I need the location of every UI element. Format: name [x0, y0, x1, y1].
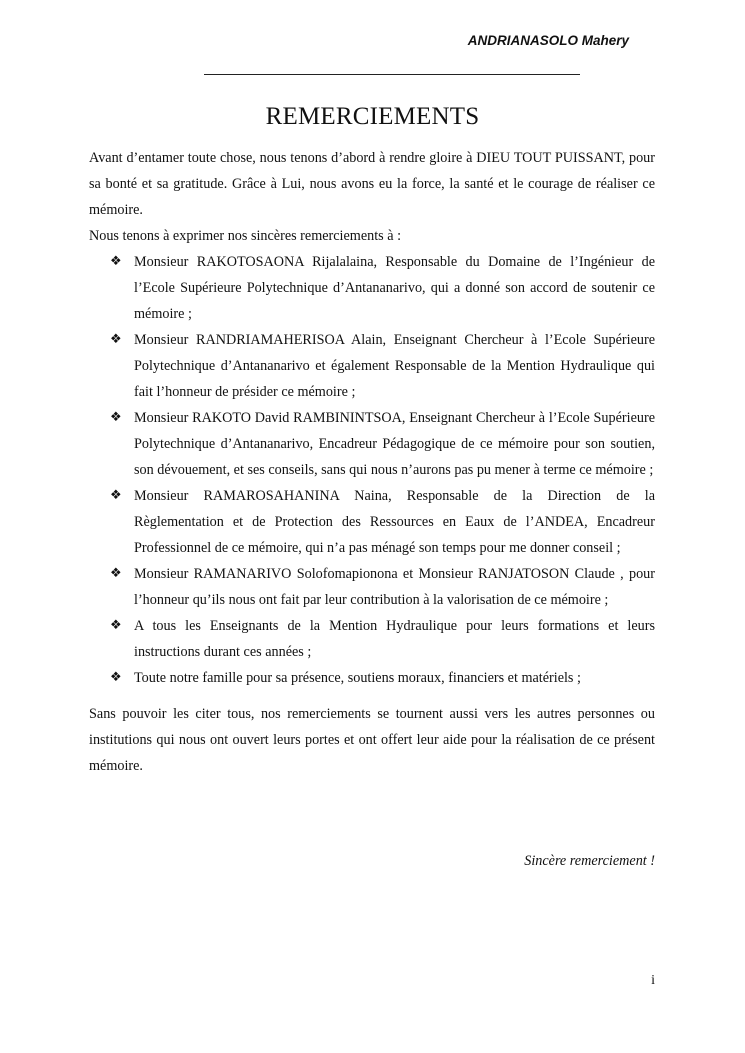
diamond-bullet-icon: ❖	[110, 332, 122, 347]
list-item-text: Monsieur RANDRIAMAHERISOA Alain, Enseignant Chercheur à l’Ecole Supérieure Polytechnique d’Antananarivo et également Responsable de la Mention Hydraulique qui fait l’honneur de présider ce mémoire ;	[134, 332, 655, 400]
list-item	[89, 483, 655, 561]
diamond-bullet-icon: ❖	[110, 410, 122, 425]
list-item-text: Toute notre famille pour sa présence, soutiens moraux, financiers et matériels ;	[134, 670, 581, 686]
diamond-bullet-icon: ❖	[110, 254, 122, 269]
diamond-bullet-icon: ❖	[110, 566, 122, 581]
list-item	[89, 613, 655, 665]
intro-paragraph: Avant d’entamer toute chose, nous tenons d’abord à rendre gloire à DIEU TOUT PUISSANT, pour sa bonté et sa gratitude. Grâce à Lui, nous avons eu la force, la santé et le courage de réaliser ce mémoire.	[89, 150, 655, 218]
page-title: REMERCIEMENTS	[265, 103, 480, 130]
diamond-bullet-icon: ❖	[110, 488, 122, 503]
list-item	[89, 561, 655, 613]
closing-paragraph: Sans pouvoir les citer tous, nos remerciements se tournent aussi vers les autres personnes ou institutions qui nous ont ouvert leurs portes et ont offert leur aide pour la réalisation de ce présent mémoire.	[89, 706, 655, 774]
list-item-text: Monsieur RAMAROSAHANINA Naina, Responsable de la Direction de la Règlementation et de Protection des Ressources en Eaux de l’ANDEA, Encadreur Professionnel de ce mémoire, qui n’a pas ménagé son temps pour me donner conseil ;	[134, 488, 655, 556]
list-item-text: Monsieur RAKOTO David RAMBININTSOA, Enseignant Chercheur à l’Ecole Supérieure Polytechnique d’Antananarivo, Encadreur Pédagogique de ce mémoire pour son soutien, son dévouement, et ses conseils, sans qui nous n’aurons pas pu mener à terme ce mémoire ;	[134, 410, 655, 478]
list-item-text: A tous les Enseignants de la Mention Hydraulique pour leurs formations et leurs instructions durant ces années ;	[134, 618, 655, 660]
list-item-text: Monsieur RAMANARIVO Solofomapionona et Monsieur RANJATOSON Claude , pour l’honneur qu’ils nous ont fait par leur contribution à la valorisation de ce mémoire ;	[134, 566, 655, 608]
diamond-bullet-icon: ❖	[110, 618, 122, 633]
acknowledgement-list	[89, 249, 655, 691]
page-number: i	[651, 973, 655, 988]
lead-line: Nous tenons à exprimer nos sincères remerciements à :	[89, 228, 402, 244]
diamond-bullet-icon: ❖	[110, 670, 122, 685]
list-item	[89, 665, 655, 691]
header-author: ANDRIANASOLO Mahery	[467, 33, 629, 48]
list-item	[89, 405, 655, 483]
list-item-text: Monsieur RAKOTOSAONA Rijalalaina, Responsable du Domaine de l’Ingénieur de l’Ecole Supérieure Polytechnique d’Antananarivo, qui a donné son accord de soutenir ce mémoire ;	[134, 254, 655, 322]
list-item	[89, 249, 655, 327]
list-item	[89, 327, 655, 405]
document-body	[89, 145, 655, 779]
header-rule	[204, 74, 580, 75]
signoff: Sincère remerciement !	[524, 853, 655, 869]
